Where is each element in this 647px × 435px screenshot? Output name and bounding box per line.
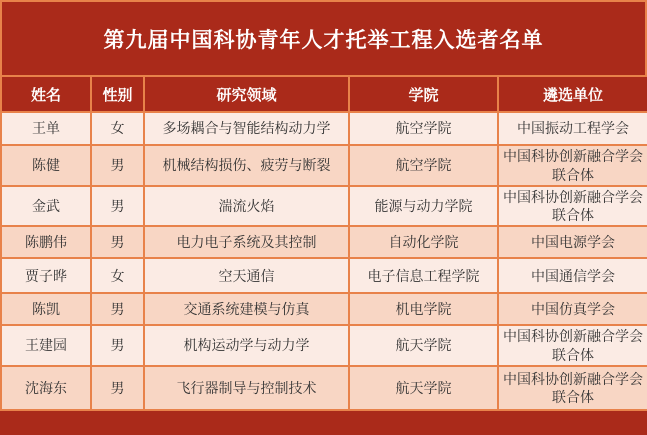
cell-field: 机构运动学与动力学: [144, 325, 349, 365]
cell-name: 金武: [1, 186, 91, 226]
cell-name: 王建园: [1, 325, 91, 365]
header-row: [1, 76, 647, 112]
cell-college: 航空学院: [349, 112, 498, 145]
cell-unit: 中国科协创新融合学会联合体: [498, 366, 647, 410]
table-row: [1, 258, 647, 293]
cell-gender: 男: [91, 293, 144, 325]
cell-name: 沈海东: [1, 366, 91, 410]
cell-gender: 女: [91, 258, 144, 293]
cell-college: 电子信息工程学院: [349, 258, 498, 293]
cell-gender: 男: [91, 366, 144, 410]
cell-name: 陈鹏伟: [1, 226, 91, 258]
cell-field: 多场耦合与智能结构动力学: [144, 112, 349, 145]
table-row: [1, 325, 647, 365]
cell-unit: 中国通信学会: [498, 258, 647, 293]
title-band: [0, 0, 647, 75]
cell-unit: 中国科协创新融合学会联合体: [498, 325, 647, 365]
cell-college: 航空学院: [349, 145, 498, 186]
cell-unit: 中国振动工程学会: [498, 112, 647, 145]
cell-gender: 男: [91, 325, 144, 365]
cell-college: 航天学院: [349, 366, 498, 410]
cell-college: 能源与动力学院: [349, 186, 498, 226]
header-field: 研究领域: [144, 76, 349, 112]
cell-name: 陈健: [1, 145, 91, 186]
cell-college: 自动化学院: [349, 226, 498, 258]
cell-name: 王单: [1, 112, 91, 145]
header-college: 学院: [349, 76, 498, 112]
table-row: [1, 145, 647, 186]
cell-field: 交通系统建模与仿真: [144, 293, 349, 325]
cell-name: 陈凯: [1, 293, 91, 325]
table-row: [1, 366, 647, 410]
cell-gender: 男: [91, 186, 144, 226]
table-row: [1, 226, 647, 258]
cell-field: 空天通信: [144, 258, 349, 293]
header-gender: 性别: [91, 76, 144, 112]
cell-unit: 中国科协创新融合学会联合体: [498, 145, 647, 186]
cell-field: 机械结构损伤、疲劳与断裂: [144, 145, 349, 186]
cell-name: 贾子晔: [1, 258, 91, 293]
cell-college: 航天学院: [349, 325, 498, 365]
page-title: 第九届中国科协青年人才托举工程入选者名单: [103, 28, 544, 52]
cell-field: 飞行器制导与控制技术: [144, 366, 349, 410]
table-row: [1, 112, 647, 145]
cell-gender: 男: [91, 145, 144, 186]
cell-college: 机电学院: [349, 293, 498, 325]
cell-gender: 女: [91, 112, 144, 145]
header-unit: 遴选单位: [498, 76, 647, 112]
roster-table: [0, 75, 647, 411]
cell-unit: 中国电源学会: [498, 226, 647, 258]
cell-field: 电力电子系统及其控制: [144, 226, 349, 258]
table-row: [1, 293, 647, 325]
cell-field: 湍流火焰: [144, 186, 349, 226]
cell-unit: 中国科协创新融合学会联合体: [498, 186, 647, 226]
header-name: 姓名: [1, 76, 91, 112]
table-row: [1, 186, 647, 226]
cell-gender: 男: [91, 226, 144, 258]
cell-unit: 中国仿真学会: [498, 293, 647, 325]
